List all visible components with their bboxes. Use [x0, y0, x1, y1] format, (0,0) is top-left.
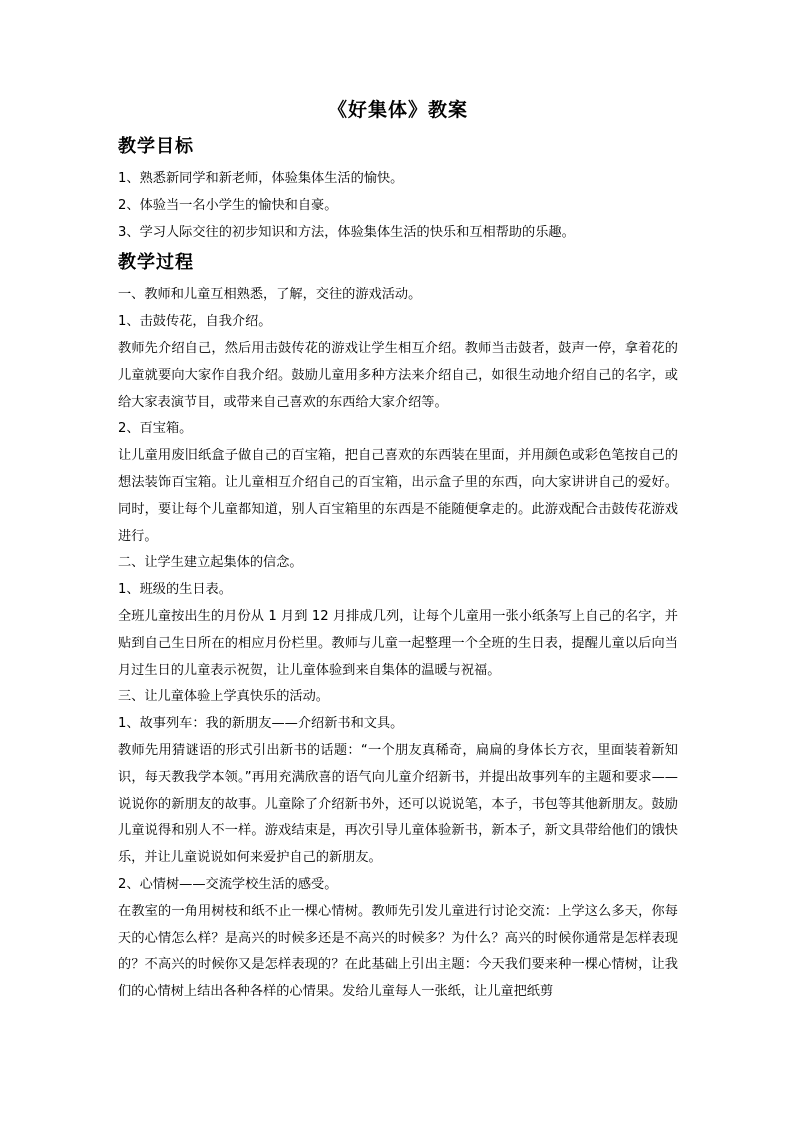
paragraph: 让儿童用废旧纸盒子做自己的百宝箱，把自己喜欢的东西装在里面，并用颜色或彩色笔按自己的想法装饰百宝箱。让儿童相互介绍自己的百宝箱，出示盒子里的东西，向大家讲讲自己的爱好。同时，要让每个儿童都知道，别人百宝箱里的东西是不能随便拿走的。此游戏配合击鼓传花游戏进行。 — [118, 448, 678, 544]
section-heading: 教学过程 — [118, 252, 194, 274]
paragraph: 教师先介绍自己，然后用击鼓传花的游戏让学生相互介绍。教师当击鼓者，鼓声一停，拿着花的儿童就要向大家作自我介绍。鼓励儿童用多种方法来介绍自己，如很生动地介绍自己的名字，或给大家表演节目，或带来自己喜欢的东西给大家介绍等。 — [118, 340, 678, 410]
section-teaching-process — [118, 250, 678, 1006]
section-teaching-goals — [118, 134, 678, 246]
paragraph: 一、教师和儿童互相熟悉，了解，交往的游戏活动。 — [118, 287, 422, 303]
paragraph: 1、故事列车：我的新朋友——介绍新书和文具。 — [118, 716, 404, 732]
paragraph: 三、让儿童体验上学真快乐的活动。 — [118, 689, 329, 705]
paragraph: 二、让学生建立起集体的信念。 — [118, 555, 303, 571]
paragraph: 在教室的一角用树枝和纸不止一棵心情树。教师先引发儿童进行讨论交流：上学这么多天，你每天的心情怎么样？是高兴的时候多还是不高兴的时候多？为什么？高兴的时候你通常是怎样表现的？不高兴的时候你又是怎样表现的？在此基础上引出主题：今天我们要来种一棵心情树，让我们的心情树上结出各种各样的心情果。发给儿童每人一张纸，让儿童把纸剪 — [118, 903, 678, 1000]
paragraph: 全班儿童按出生的月份从 1 月到 12 月排成几列，让每个儿童用一张小纸条写上自己的名字，并贴到自己生日所在的相应月份栏里。教师与儿童一起整理一个全班的生日表，提醒儿童以后向当月过生日的儿童表示祝贺，让儿童体验到来自集体的温暖与祝福。 — [118, 608, 678, 678]
paragraph: 1、班级的生日表。 — [118, 582, 232, 598]
document-page — [118, 96, 678, 1006]
paragraph: 2、百宝箱。 — [118, 421, 193, 437]
paragraph: 教师先用猜谜语的形式引出新书的话题：“一个朋友真稀奇，扁扁的身体长方衣，里面装着新知识，每天教我学本领。”再用充满欣喜的语气向儿童介绍新书，并提出故事列车的主题和要求——说说你的新朋友的故事。儿童除了介绍新书外，还可以说说笔，本子，书包等其他新朋友。鼓励儿童说得和别人不一样。游戏结束是，再次引导儿童体验新书，新本子，新文具带给他们的饿快乐，并让儿童说说如何来爱护自己的新朋友。 — [118, 742, 678, 866]
paragraph: 1、击鼓传花，自我介绍。 — [118, 314, 272, 330]
document-title: 《好集体》教案 — [327, 99, 468, 121]
paragraph: 2、体验当一名小学生的愉快和自豪。 — [118, 197, 338, 213]
paragraph: 1、熟悉新同学和新老师，体验集体生活的愉快。 — [118, 171, 404, 186]
paragraph: 2、心情树——交流学校生活的感受。 — [118, 876, 338, 892]
paragraph: 3、学习人际交往的初步知识和方法，体验集体生活的快乐和互相帮助的乐趣。 — [118, 224, 575, 240]
section-heading: 教学目标 — [118, 136, 194, 157]
